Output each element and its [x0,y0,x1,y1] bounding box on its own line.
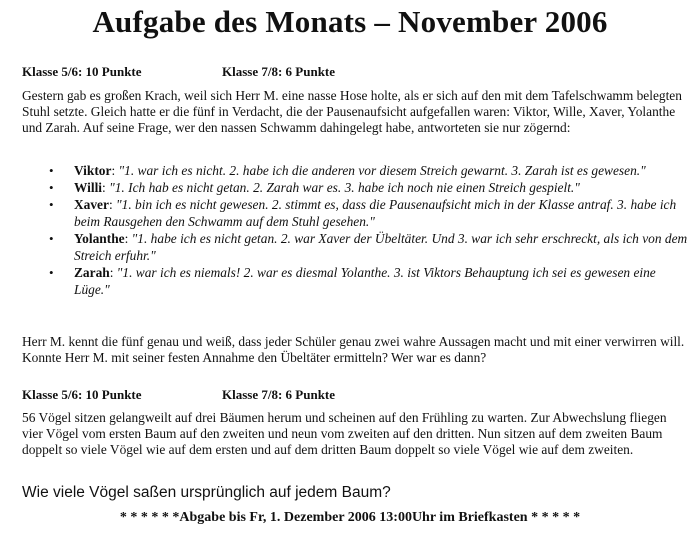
task2-points-left: Klasse 5/6: 10 Punkte [22,387,142,402]
bullet-icon: • [49,163,54,178]
answer-name: Zarah [74,265,110,280]
task2-question: Wie viele Vögel saßen ursprünglich auf jedem Baum? [22,484,391,501]
page-title: Aufgabe des Monats – November 2006 [92,4,608,39]
task1-outro: Herr M. kennt die fünf genau und weiß, dass jeder Schüler genau zwei wahre Aussagen macht und mit einer verwirren will. Konnte Herr M. mit seiner festen Annahme den Übeltäter ermitteln? Wer war es dann? [22,334,685,365]
list-item: • Yolanthe: "1. habe ich es nicht getan. 2. war Xaver der Übeltäter. Und 3. war ich sehr erschreckt, als ich von dem Streich erfuhr." [49,231,688,263]
task2-text: 56 Vögel sitzen gelangweilt auf drei Bäumen herum und scheinen auf den Frühling zu warten. Zur Abwechslung fliegen vier Vögel vom ersten Baum auf den zweiten und neun vom zweiten auf den dritten. Nun sitzen auf dem zweiten Baum doppelt so viele Vögel wie auf dem ersten und auf dem dritten Baum doppelt so viele Vögel wie auf dem zweiten. [22,410,667,457]
answer-name: Willi [74,180,103,195]
bullet-icon: • [49,265,54,280]
answer-quote: "1. bin ich es nicht gewesen. 2. stimmt es, dass die Pausenaufsicht mich in der Klasse antraf. 3. habe ich beim Rausgehen den Schwamm auf dem Stuhl gesehen." [74,197,677,229]
list-item: • Xaver: "1. bin ich es nicht gewesen. 2. stimmt es, dass die Pausenaufsicht mich in der Klasse antraf. 3. habe ich beim Rausgehen den Schwamm auf dem Stuhl gesehen." [49,197,677,229]
list-item: • Viktor: "1. war ich es nicht. 2. habe ich die anderen vor diesem Streich gewarnt. 3. Zarah ist es gewesen." [49,163,646,178]
bullet-icon: • [49,180,54,195]
answer-quote: "1. war ich es niemals! 2. war es diesmal Yolanthe. 3. ist Viktors Behauptung ich sei es gewesen eine Lüge." [74,265,656,297]
list-item: • Willi: "1. Ich hab es nicht getan. 2. Zarah war es. 3. habe ich noch nie einen Streich gespielt." [49,180,580,195]
answer-name: Xaver [74,197,109,212]
task2-points-right: Klasse 7/8: 6 Punkte [222,387,336,402]
answer-quote: "1. habe ich es nicht getan. 2. war Xaver der Übeltäter. Und 3. war ich sehr erschreckt, als ich von dem Streich erfuhr." [74,231,688,263]
answer-name: Viktor [74,163,112,178]
task1-points-left: Klasse 5/6: 10 Punkte [22,64,142,79]
deadline-notice: * * * * * *Abgabe bis Fr, 1. Dezember 2006 13:00Uhr im Briefkasten * * * * * [119,510,581,525]
list-item: • Zarah: "1. war ich es niemals! 2. war es diesmal Yolanthe. 3. ist Viktors Behauptung ich sei es gewesen eine Lüge." [49,265,656,297]
task2-points [22,387,336,403]
answer-quote: "1. war ich es nicht. 2. habe ich die anderen vor diesem Streich gewarnt. 3. Zarah ist es gewesen." [118,163,646,178]
answer-name: Yolanthe [74,231,125,246]
answer-quote: "1. Ich hab es nicht getan. 2. Zarah war es. 3. habe ich noch nie einen Streich gespielt." [109,180,580,195]
answers-list [22,162,690,298]
bullet-icon: • [49,197,54,212]
bullet-icon: • [49,231,54,246]
task1-intro: Gestern gab es großen Krach, weil sich Herr M. eine nasse Hose holte, als er sich auf den mit dem Tafelschwamm belegten Stuhl setzte. Gleich hatte er die fünf in Verdacht, die der Pausenaufsicht aufgefallen waren: Viktor, Wille, Xaver, Yolanthe und Zarah. Auf seine Frage, wer den nassen Schwamm dahingelegt habe, antworteten sie nur zögernd: [22,88,682,135]
task1-points [22,64,336,80]
task1-points-right: Klasse 7/8: 6 Punkte [222,64,336,79]
